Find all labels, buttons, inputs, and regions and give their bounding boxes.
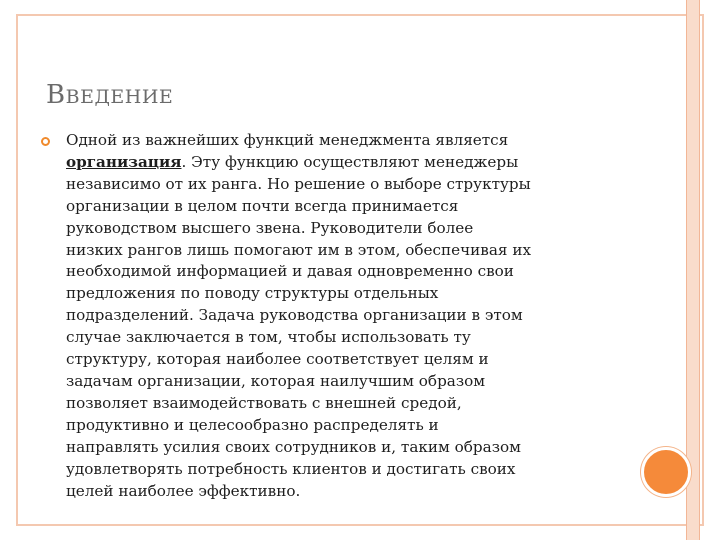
paragraph-key-term: организация [66,152,182,171]
orange-circle-decoration-icon [641,447,691,497]
body-paragraph [66,130,626,502]
decorative-side-bar [686,0,700,540]
paragraph-part-2: . Эту функцию осуществляют менеджеры независимо от их ранга. Но решение о выборе структуры организации в целом почти всегда принимается руководством высшего звена. Руководители более низких рангов лишь помогают им в этом, обеспечивая их необходимой информацией и давая одновременно свои предложения по поводу структуры отдельных подразделений. Задача руководства организации в этом случае заключается в том, чтобы использовать ту структуру, которая наиболее соответствует целям и задачам организации, которая наилучшим образом позволяет взаимодействовать с внешней средой, продуктивно и целесообразно распределять и направлять усилия своих сотрудников и, таким образом удовлетворять потребность клиентов и достигать своих целей наиболее эффективно. [66,152,532,500]
slide-title [46,80,173,110]
bullet-circle-icon [41,137,50,146]
slide-title-initial: В [46,80,66,110]
slide-title-rest: ВЕДЕНИЕ [65,86,174,108]
paragraph-part-1: Одной из важнейших функций менеджмента является [66,131,509,149]
